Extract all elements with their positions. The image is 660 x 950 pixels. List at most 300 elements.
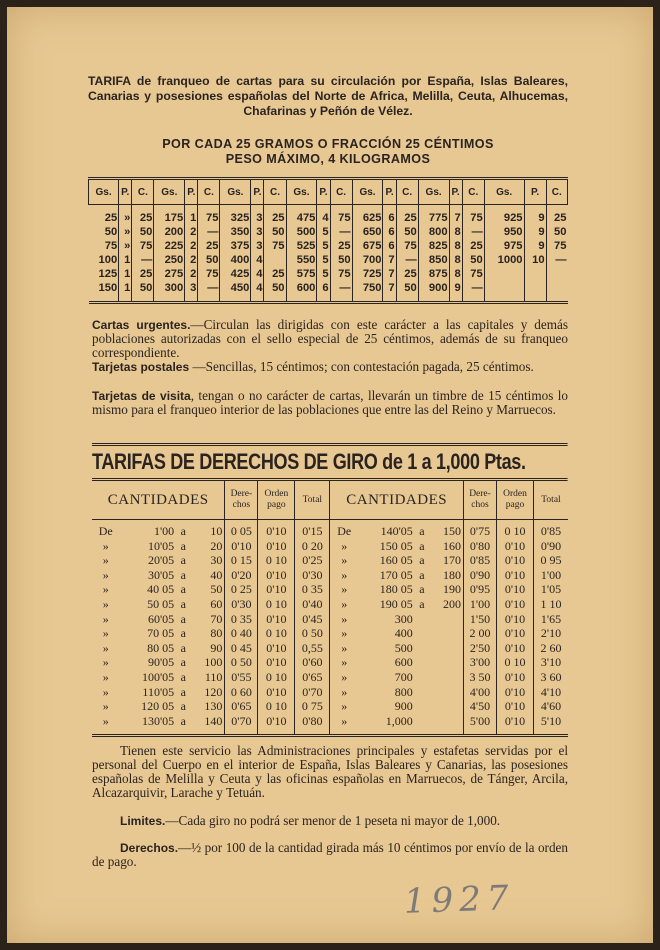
franqueo-cell: 975 [484,239,524,253]
giro-cell [415,714,429,736]
giro-cell [429,655,464,670]
giro-cell: » [330,612,358,627]
giro-cell: 0'70 [225,714,258,736]
giro-cell [429,685,464,700]
giro-cell: 180 05 [379,582,413,597]
franqueo-cell: — [462,281,484,303]
franqueo-cell: 4 [251,253,264,267]
giro-row [92,568,568,583]
giro-cell: 0'30 [295,568,330,583]
giro-row [92,553,568,568]
giro-cell: 0 10 [258,670,295,685]
giro-cell: a [180,567,186,582]
franqueo-cell: 250 [154,253,185,267]
handwritten-year: 1927 [403,878,516,922]
col-derechos-2: Dere- chos [464,481,497,520]
giro-cell [429,641,464,656]
franqueo-cell: 275 [154,267,185,281]
giro-cell: 0 40 [225,626,258,641]
franqueo-cell: 100 [98,254,118,266]
giro-cell: 3'00 [464,655,497,670]
giro-cell: 0'10 [225,539,258,554]
franqueo-cell: 9 [524,225,546,239]
franqueo-cell: 1 [119,281,132,303]
postales-text: —Sencillas, 15 céntimos; con contestación pagada, 25 céntimos. [189,359,534,374]
franqueo-cell: 5 [317,253,330,267]
giro-cell: 900 [394,699,413,714]
giro-cell: 0'60 [295,655,330,670]
giro-cell: 0'10 [497,685,534,700]
giro-title: TARIFAS DE DERECHOS DE GIRO de 1 a 1,000 Ptas. [92,443,568,481]
giro-cell [415,699,429,714]
giro-cell: » [102,582,109,597]
giro-cell: 50 05 [147,596,175,611]
giro-cell: 0 60 [225,685,258,700]
giro-cell: 20 [210,538,223,553]
giro-cell: 50 [210,582,223,597]
franqueo-cell: 725 [352,267,383,281]
giro-cell: 30'05 [147,567,175,582]
franqueo-cell: 925 [484,205,524,226]
franqueo-cell: 8 [449,267,462,281]
franqueo-cell: 850 [418,253,449,267]
giro-cell: 0 10 [258,626,295,641]
col-cantidades-2: CANTIDADES [330,481,464,520]
giro-cell [415,670,429,685]
header-cell: P. [317,179,330,205]
giro-cell: 0'10 [258,685,295,700]
franqueo-cell: 2 [185,239,198,253]
giro-cell: 40 05 [147,582,175,597]
franqueo-cell: 5 [317,225,330,239]
franqueo-cell: 75 [546,239,567,253]
franqueo-cell: 475 [286,205,317,226]
col-orden-pago: Orden pago [258,481,295,520]
giro-cell: » [102,669,109,684]
franqueo-cell: 350 [220,225,251,239]
franqueo-cell: — [330,281,352,303]
giro-cell: 2'10 [534,626,569,641]
col-total: Total [295,481,330,520]
giro-cell: 3 60 [534,670,569,685]
franqueo-cell: 525 [286,239,317,253]
franqueo-cell: 500 [286,225,317,239]
giro-cell: » [330,539,358,554]
franqueo-cell: 3 [185,281,198,303]
franqueo-cell: 7 [383,253,396,267]
giro-cell: 0'95 [464,582,497,597]
franqueo-cell: 25 [264,205,286,226]
giro-cell: 140 [190,714,224,736]
giro-row [92,655,568,670]
giro-cell: 80 [210,626,223,641]
giro-cell: 0 95 [534,553,569,568]
col-total-2: Total [534,481,569,520]
franqueo-cell: 375 [220,239,251,253]
franqueo-cell: — [330,225,352,239]
franqueo-cell: 7 [449,205,462,226]
franqueo-cell: 1 [119,253,132,267]
giro-cell: 0'10 [497,714,534,736]
giro-cell: 1'00 [534,568,569,583]
col-cantidades: CANTIDADES [92,481,225,520]
giro-cell: a [419,582,425,597]
tariff-heading: TARIFA de franqueo de cartas para su circulación por España, Islas Baleares, Canarias y posesiones españolas del Norte de Africa, Melilla, Ceuta, Alhucemas, Chafarinas y Peñón de Vélez. [88,74,568,118]
franqueo-cell: 1000 [484,253,524,267]
giro-cell: 0'10 [258,655,295,670]
franqueo-cell: 750 [352,281,383,303]
giro-cell: 0'10 [497,597,534,612]
franqueo-cell: 25 [132,267,154,281]
franqueo-cell: 3 [251,239,264,253]
header-cell: Gs. [352,179,383,205]
franqueo-cell: 2 [185,267,198,281]
giro-cell: 0'70 [295,685,330,700]
franqueo-cell: — [198,281,220,303]
franqueo-cell [546,281,567,303]
franqueo-cell: 4 [317,205,330,226]
franqueo-cell: 225 [154,239,185,253]
franqueo-cell: 10 [524,253,546,267]
header-cell: Gs. [220,179,251,205]
franqueo-cell: 700 [352,253,383,267]
giro-cell: » [102,611,109,626]
giro-cell [415,612,429,627]
header-cell: C. [132,179,154,205]
franqueo-cell: 3 [251,225,264,239]
giro-cell: 0 10 [258,699,295,714]
franqueo-header-row [89,179,568,205]
giro-row [92,685,568,700]
giro-cell: 1'50 [464,612,497,627]
giro-cell: De [98,524,113,538]
giro-cell [415,641,429,656]
giro-cell: 80 05 [147,640,175,655]
giro-cell: 1 10 [534,597,569,612]
franqueo-row [89,281,568,303]
giro-cell: 170 [443,553,461,568]
giro-body [92,520,568,736]
header-cell: C. [264,179,286,205]
franqueo-cell: 50 [132,225,154,239]
giro-cell: 0 50 [295,626,330,641]
giro-cell: a [180,538,186,553]
giro-cell: 3 50 [464,670,497,685]
giro-cell: 0'30 [225,597,258,612]
franqueo-cell: 675 [352,239,383,253]
giro-cell: 0'85 [464,553,497,568]
franqueo-cell: 175 [154,205,185,226]
giro-cell: 160 05 [379,553,413,568]
giro-cell [415,626,429,641]
header-cell: C. [396,179,418,205]
giro-cell: a [180,640,186,655]
franqueo-cell: 25 [104,212,118,224]
franqueo-cell: — [132,253,154,267]
giro-cell: 150 [443,524,461,538]
giro-cell: 0'90 [464,568,497,583]
franqueo-cell: 50 [198,253,220,267]
header-cell: Gs. [418,179,449,205]
franqueo-cell: » [119,205,132,226]
visita-label: Tarjetas de visita [92,389,191,403]
giro-cell: 0 10 [497,520,534,539]
franqueo-cell: 775 [418,205,449,226]
servicio-note: Tienen este servicio las Administraciones principales y estafetas servidas por el personal del Cuerpo en el interior de España, Islas Baleares y Canarias, las posesiones españolas de Melilla y Ceuta y las oficinas españolas en Marruecos, de Tánger, Arcila, Alcazarquivir, Larache y Tetuán. [92,743,568,800]
giro-cell: 70 [210,611,223,626]
giro-cell: 70 05 [147,626,175,641]
franqueo-cell: 425 [220,267,251,281]
derechos-text: —½ por 100 de la cantidad girada más 10 céntimos por envío de la orden de pago. [92,840,568,869]
giro-cell: 0'10 [497,582,534,597]
giro-cell: 0'10 [258,582,295,597]
giro-cell: 1'00 [464,597,497,612]
giro-cell: 90 [210,640,223,655]
franqueo-cell: 75 [198,267,220,281]
giro-cell: » [330,553,358,568]
franqueo-cell: 9 [449,281,462,303]
franqueo-cell: 25 [546,205,567,226]
giro-cell: » [330,714,358,736]
giro-cell: a [419,567,425,582]
franqueo-cell: 575 [286,267,317,281]
giro-row [92,539,568,554]
giro-cell: 60'05 [147,611,175,626]
franqueo-cell: 75 [462,267,484,281]
header-cell: P. [524,179,546,205]
franqueo-body [89,205,568,303]
giro-row [92,626,568,641]
giro-cell [429,699,464,714]
franqueo-cell: 50 [132,281,154,303]
giro-cell: 0 20 [295,539,330,554]
franqueo-cell: 300 [154,281,185,303]
giro-cell: 0 10 [258,597,295,612]
giro-cell: 0'10 [258,520,295,539]
giro-cell: a [180,655,186,670]
franqueo-cell: 6 [383,205,396,226]
franqueo-cell: 325 [220,205,251,226]
giro-cell: 1'00 [153,524,175,538]
header-cell: P. [185,179,198,205]
giro-cell: 0'10 [497,539,534,554]
giro-cell: a [419,538,425,553]
giro-row [92,641,568,656]
franqueo-cell: 125 [98,268,118,280]
giro-cell: 0'90 [534,539,569,554]
franqueo-cell: 9 [524,205,546,226]
franqueo-cell: 6 [383,225,396,239]
giro-cell: » [330,582,358,597]
tariff-subheading [88,137,568,167]
header-cell: C. [462,179,484,205]
urgentes-note [92,318,568,360]
franqueo-cell: 50 [396,281,418,303]
giro-cell: 0'10 [497,612,534,627]
giro-cell: 0'10 [258,539,295,554]
giro-cell: 0'10 [258,641,295,656]
franqueo-row [89,267,568,281]
franqueo-cell: 900 [418,281,449,303]
franqueo-cell: 8 [449,225,462,239]
franqueo-cell: 650 [352,225,383,239]
giro-cell: 5'10 [534,714,569,736]
franqueo-cell: 6 [383,239,396,253]
giro-cell: 0'20 [225,568,258,583]
giro-cell: » [102,684,109,699]
franqueo-cell: 950 [484,225,524,239]
giro-cell: 10'05 [147,538,175,553]
header-cell: Gs. [89,179,119,205]
giro-cell: 0'65 [225,699,258,714]
franqueo-cell: 450 [220,281,251,303]
franqueo-row [89,253,568,267]
giro-cell: » [330,670,358,685]
franqueo-cell: 25 [396,267,418,281]
giro-cell: 0 35 [225,612,258,627]
giro-cell: 800 [394,684,413,699]
franqueo-cell: 825 [418,239,449,253]
giro-cell: 140'05 [380,524,413,538]
franqueo-cell: 875 [418,267,449,281]
franqueo-cell: 50 [330,253,352,267]
franqueo-cell [524,281,546,303]
giro-cell: a [180,699,186,714]
giro-cell: a [180,596,186,611]
franqueo-cell [484,281,524,303]
giro-cell: 3'10 [534,655,569,670]
giro-cell: 4'00 [464,685,497,700]
franqueo-cell: 75 [462,205,484,226]
franqueo-cell: 75 [264,239,286,253]
giro-cell: 60 [210,596,223,611]
giro-row [92,520,568,539]
giro-cell: 300 [394,611,413,626]
franqueo-cell: 50 [546,225,567,239]
header-cell: Gs. [484,179,524,205]
giro-cell: 90'05 [147,655,175,670]
giro-cell: » [102,699,109,714]
giro-cell: a [180,669,186,684]
giro-cell: 600 [394,655,413,670]
giro-cell: a [176,714,190,736]
giro-cell: De [330,520,358,539]
franqueo-cell: 3 [251,205,264,226]
giro-cell: 110 [204,669,223,684]
franqueo-cell: 25 [330,239,352,253]
giro-cell: 0'55 [225,670,258,685]
franqueo-row [89,205,568,226]
franqueo-cell: 400 [220,253,251,267]
giro-cell: 130 [204,699,223,714]
giro-cell: 200 [443,596,461,611]
limites-text: —Cada giro no podrá ser menor de 1 peseta ni mayor de 1,000. [165,813,501,828]
franqueo-row [89,239,568,253]
giro-cell: 170 05 [379,567,413,582]
franqueo-cell: 75 [104,240,118,252]
giro-cell [429,626,464,641]
giro-cell: 0'10 [497,699,534,714]
giro-cell [415,655,429,670]
header-cell: P. [251,179,264,205]
header-cell: C. [330,179,352,205]
franqueo-cell: 600 [286,281,317,303]
giro-cell: 0 35 [295,582,330,597]
giro-cell: 0'75 [464,520,497,539]
giro-cell: 2 60 [534,641,569,656]
giro-cell: » [330,699,358,714]
max-weight-line: PESO MÁXIMO, 4 KILOGRAMOS [225,152,431,166]
franqueo-cell: 75 [330,267,352,281]
giro-cell: » [102,626,109,641]
giro-cell: 160 [443,538,461,553]
franqueo-cell: 75 [198,205,220,226]
giro-cell: a [180,553,186,568]
giro-cell: 0 50 [225,655,258,670]
franqueo-cell: 50 [396,225,418,239]
franqueo-cell [264,253,286,267]
giro-cell: 0 75 [295,699,330,714]
giro-row [92,714,568,736]
giro-cell: 0'25 [295,553,330,568]
giro-cell: 700 [394,669,413,684]
franqueo-cell: — [546,253,567,267]
giro-header-row [92,481,568,520]
postales-note [92,360,568,374]
franqueo-cell: 75 [132,239,154,253]
franqueo-cell: 25 [198,239,220,253]
giro-cell: 2'50 [464,641,497,656]
giro-cell: » [330,655,358,670]
giro-cell: 0'45 [295,612,330,627]
giro-cell: a [419,553,425,568]
derechos-note [92,841,568,869]
franqueo-cell: 25 [396,205,418,226]
franqueo-cell: 9 [524,239,546,253]
giro-cell: 180 [443,567,461,582]
giro-cell [429,670,464,685]
franqueo-cell: 5 [317,267,330,281]
giro-cell: » [92,714,120,736]
header-cell: Gs. [154,179,185,205]
franqueo-cell: 200 [154,225,185,239]
franqueo-cell: 2 [185,225,198,239]
urgentes-text: —Circulan las dirigidas con este carácter a las capitales y demás poblaciones autorizadas con el sello especial de 25 céntimos, además de su franqueo correspondiente. [92,317,568,360]
franqueo-cell: 75 [396,239,418,253]
giro-cell: » [102,567,109,582]
limites-label: Limites. [120,814,166,828]
giro-cell: a [180,524,186,538]
giro-row [92,670,568,685]
giro-cell: 0'85 [534,520,569,539]
giro-cell: 1'05 [534,582,569,597]
franqueo-cell: 800 [418,225,449,239]
giro-cell: 150 05 [379,538,413,553]
franqueo-cell: 4 [251,267,264,281]
franqueo-cell: 6 [317,281,330,303]
giro-cell: » [102,553,109,568]
derechos-label: Derechos. [120,841,179,855]
giro-cell [415,685,429,700]
header-cell: C. [198,179,220,205]
giro-cell: 0'15 [295,520,330,539]
giro-row [92,582,568,597]
giro-cell: a [180,611,186,626]
franqueo-cell: — [198,225,220,239]
franqueo-cell: 75 [330,205,352,226]
rate-line: POR CADA 25 GRAMOS O FRACCIÓN 25 CÉNTIMOS [162,137,494,151]
franqueo-cell: 150 [89,281,119,303]
